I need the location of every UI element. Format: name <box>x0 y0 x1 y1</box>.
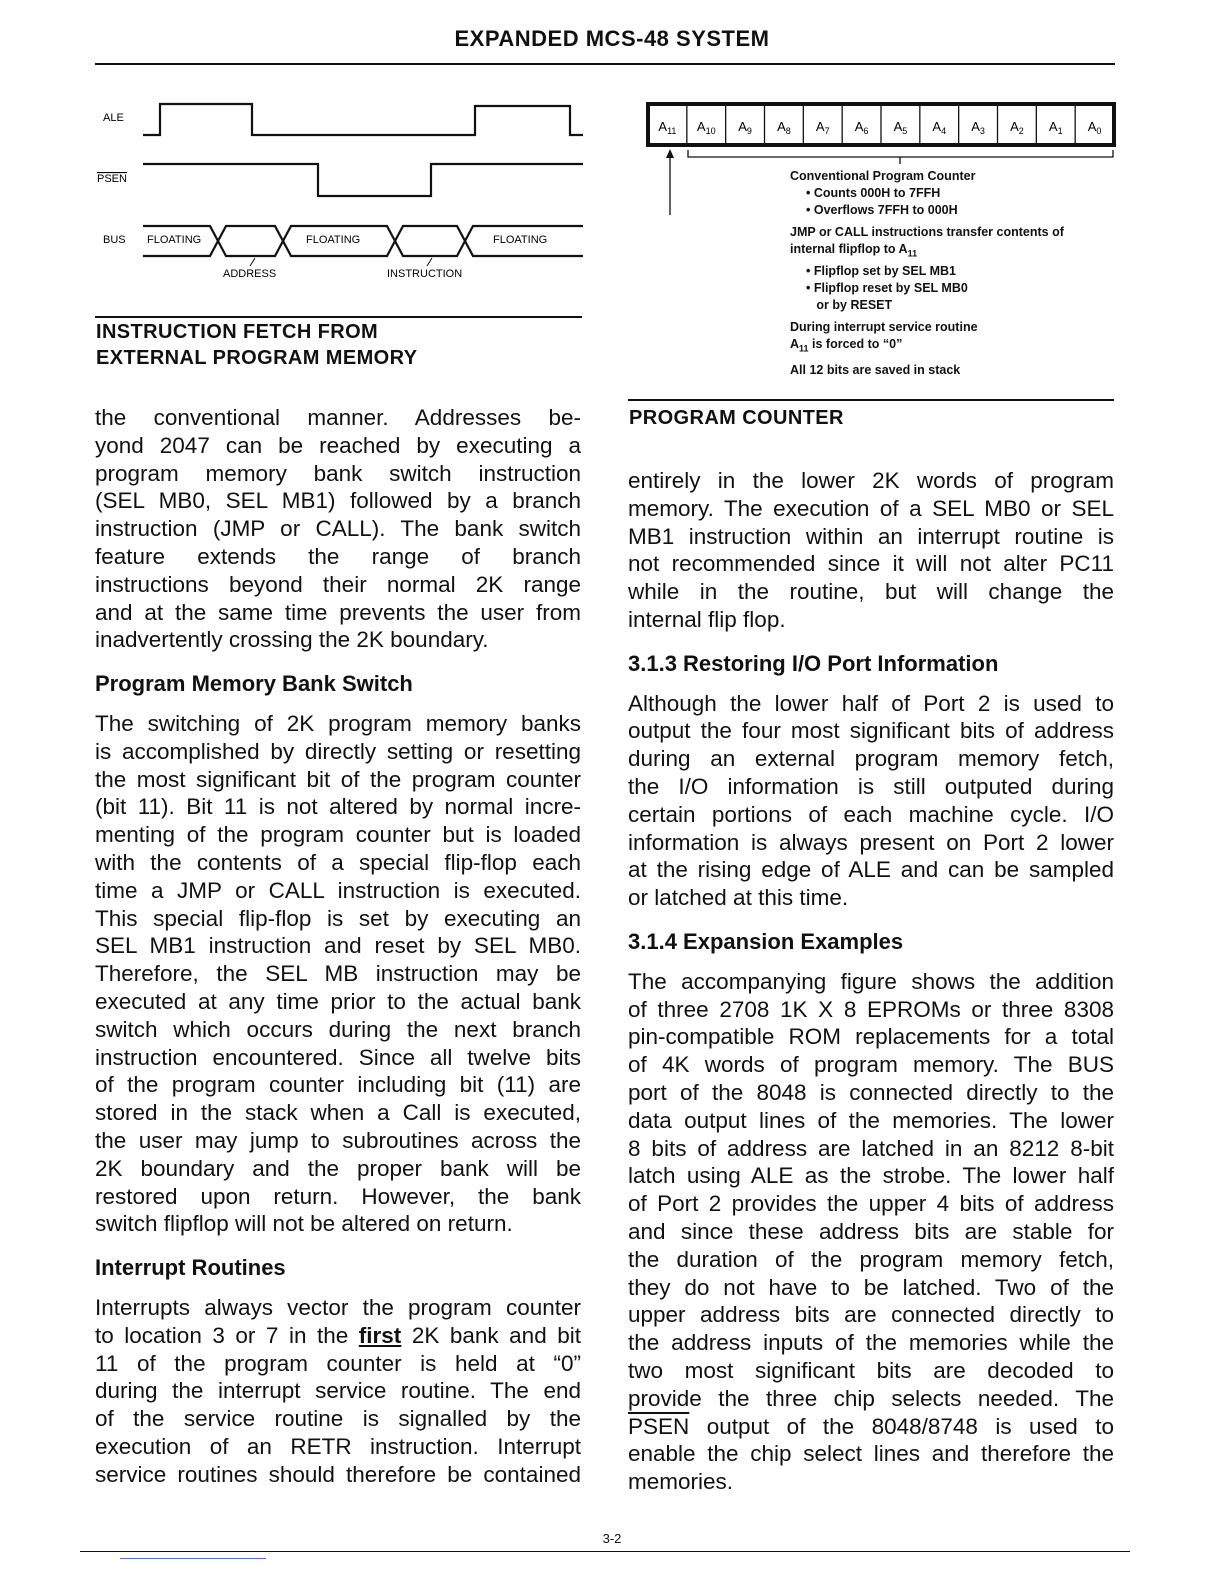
section-heading: Interrupt Routines <box>95 1255 286 1281</box>
text-line: they do not have to be latched. Two of the <box>628 1274 1114 1300</box>
text-line: instruction (JMP or CALL). The bank switch <box>95 516 581 542</box>
footer-rule <box>80 1551 1130 1552</box>
text-line: and since these address bits are stable for <box>628 1218 1114 1244</box>
psen-waveform <box>143 164 583 196</box>
section-heading: 3.1.4 Expansion Examples <box>628 928 904 954</box>
text-line: inadvertently crossing the 2K boundary. <box>95 627 489 653</box>
text-line: the I/O information is still outputed during <box>628 773 1114 799</box>
paragraph <box>95 404 581 654</box>
text-line: internal flip flop. <box>628 606 786 632</box>
text-line: of the service routine is signalled by the <box>95 1406 581 1432</box>
text-line: information is always present on Port 2 lower <box>628 829 1114 855</box>
footer-accent-rule <box>120 1558 266 1559</box>
timing-figure-caption <box>96 319 417 371</box>
paragraph <box>95 1294 581 1489</box>
section-heading: 3.1.3 Restoring I/O Port Information <box>628 650 999 676</box>
text-line: The switching of 2K program memory banks <box>95 710 581 736</box>
timing-diagram <box>90 90 590 290</box>
bit-cell-a11: $A_{11}$ <box>658 119 677 136</box>
text-line: pin-compatible ROM replacements for a total <box>628 1024 1114 1050</box>
header-rule <box>95 63 1115 65</box>
text-line: (bit 11). Bit 11 is not altered by normal incre- <box>95 794 581 820</box>
text-line: latch using ALE as the strobe. The lower half <box>628 1163 1114 1189</box>
text-line: the conventional manner. Addresses be- <box>95 405 581 430</box>
bus-state-floating-2: FLOATING <box>306 234 361 246</box>
text-line: the user may jump to subroutines across the <box>95 1127 581 1153</box>
text-line: restored upon return. However, the bank <box>95 1183 581 1209</box>
program-counter-notes <box>790 168 1064 379</box>
bit-cell-a9: $A_9$ <box>738 119 752 136</box>
text-line: Interrupts always vector the program counter <box>95 1294 581 1320</box>
paragraph <box>628 467 1114 634</box>
ale-waveform <box>143 104 583 135</box>
text-line: memories. <box>628 1469 734 1495</box>
bus-label-address: ADDRESS <box>223 268 277 280</box>
bit-cell-a7: $A_7$ <box>815 119 830 136</box>
signal-label-bus: BUS <box>103 234 126 246</box>
a11-arrow <box>670 154 765 215</box>
text-line: The accompanying figure shows the addition <box>628 968 1114 994</box>
signal-label-ale: ALE <box>103 112 124 124</box>
text-line: enable the chip select lines and therefore the <box>628 1441 1114 1467</box>
text-line: 8 bits of address are latched in an 8212 8-bit <box>628 1135 1114 1161</box>
paragraph <box>628 968 1114 1496</box>
pc-note: Conventional Program Counter <box>790 169 976 183</box>
text-line: feature extends the range of branch <box>95 543 581 569</box>
signal-label-psen: PSEN <box>97 173 127 185</box>
text-line: switch which occurs during the next branch <box>95 1016 581 1042</box>
text-line: not recommended since it will not alter PC11 <box>628 551 1114 577</box>
caption-line: EXTERNAL PROGRAM MEMORY <box>96 347 418 369</box>
text-line: program memory bank switch instruction <box>95 460 581 486</box>
right-column <box>628 467 1114 1496</box>
text-line: with the contents of a special flip-flop each <box>95 849 581 875</box>
text-line: 2K boundary and the proper bank will be <box>95 1155 581 1181</box>
text-line: This special flip-flop is set by executing an <box>95 905 581 931</box>
pc-note: or by RESET <box>806 297 893 312</box>
text-line: the address inputs of the memories while the <box>628 1330 1114 1356</box>
text-line: instruction encountered. Since all twelve bits <box>95 1044 581 1070</box>
caption-line: INSTRUCTION FETCH FROM <box>96 321 379 343</box>
text-line: at the rising edge of ALE and can be sampled <box>628 857 1114 883</box>
pc-note: • Overflows 7FFH to 000H <box>806 203 958 217</box>
bit-cell-a10: $A_{10}$ <box>696 119 716 136</box>
text-line: memory. The execution of a SEL MB0 or SEL <box>628 495 1114 521</box>
text-line: stored in the stack when a Call is executed, <box>95 1100 581 1126</box>
bus-label-instruction: INSTRUCTION <box>387 268 463 280</box>
text-line: and at the same time prevents the user from <box>95 599 581 625</box>
bit-cell-a8: $A_8$ <box>777 119 791 136</box>
bit-cell-a3: $A_3$ <box>971 119 985 136</box>
text-line: two most significant bits are decoded to <box>628 1357 1114 1383</box>
text-line: to location 3 or 7 in the first 2K bank and bit <box>95 1322 581 1348</box>
page-header: EXPANDED MCS-48 SYSTEM <box>454 26 770 51</box>
figure-caption-rule <box>95 316 582 318</box>
text-line: switch flipflop will not be altered on return. <box>95 1211 513 1237</box>
bit-cell-a6: $A_6$ <box>854 119 869 136</box>
text-line: during the interrupt service routine. The end <box>95 1378 581 1404</box>
text-line: of the program counter including bit (11) are <box>95 1072 581 1098</box>
bit-cell-a4: $A_4$ <box>932 119 947 136</box>
bit-cell-a2: $A_2$ <box>1010 119 1024 136</box>
text-line: of three 2708 1K X 8 EPROMs or three 8308 <box>628 996 1114 1022</box>
bit-cell-a1: $A_1$ <box>1048 119 1063 136</box>
text-line: entirely in the lower 2K words of program <box>628 468 1114 493</box>
pc-figure-caption: PROGRAM COUNTER <box>629 407 844 429</box>
page-number: 3-2 <box>602 1531 622 1546</box>
text-line: MB1 instruction within an interrupt routine is <box>628 523 1114 549</box>
text-line: 11 of the program counter is held at “0” <box>95 1350 581 1376</box>
text-line: of Port 2 provides the upper 4 bits of address <box>628 1191 1114 1217</box>
pc-note: • Counts 000H to 7FFH <box>806 186 941 200</box>
text-line: executed at any time prior to the actual bank <box>95 988 581 1014</box>
text-line: the most significant bit of the program counter <box>95 766 581 792</box>
text-line: is accomplished by directly setting or resetting <box>95 738 581 764</box>
overlined-signal: PSEN <box>628 1413 690 1439</box>
bit-cell-a5: $A_5$ <box>893 119 908 136</box>
text-line: certain portions of each machine cycle. I/O <box>628 801 1114 827</box>
text-line: provide the three chip selects needed. The <box>628 1385 1114 1411</box>
text-line: menting of the program counter but is loaded <box>95 822 581 848</box>
text-line: during an external program memory fetch, <box>628 746 1114 772</box>
text-line: Therefore, the SEL MB instruction may be <box>95 961 581 987</box>
text-line: port of the 8048 is connected directly to the <box>628 1079 1114 1105</box>
emphasis: first <box>358 1322 402 1348</box>
text-line: Although the lower half of Port 2 is used to <box>628 690 1114 716</box>
paragraph <box>628 690 1114 912</box>
pc-note: $A_{11}$ is forced to “0” <box>790 336 903 353</box>
text-line: or latched at this time. <box>628 885 849 911</box>
text-line: PSEN output of the 8048/8748 is used to <box>628 1413 1114 1439</box>
text-line: SEL MB1 instruction and reset by SEL MB0. <box>95 933 581 959</box>
text-line: of 4K words of program memory. The BUS <box>628 1052 1114 1078</box>
pc-note: internal flipflop to $A_{11}$ <box>790 242 918 259</box>
text-line: output the four most significant bits of address <box>628 718 1114 744</box>
pc-note: JMP or CALL instructions transfer contents of <box>790 225 1064 239</box>
paragraph <box>95 710 581 1238</box>
text-line: (SEL MB0, SEL MB1) followed by a branch <box>95 488 581 514</box>
pc-note: All 12 bits are saved in stack <box>790 363 961 377</box>
bus-waveform <box>143 226 583 266</box>
text-line: time a JMP or CALL instruction is executed. <box>95 877 581 903</box>
text-line: the duration of the program memory fetch, <box>628 1246 1114 1272</box>
text-line: service routines should therefore be contained <box>95 1461 581 1487</box>
pc-note: • Flipflop set by SEL MB1 <box>806 263 956 278</box>
bit-cell-a0: $A_0$ <box>1087 119 1102 136</box>
figure-caption-rule <box>628 399 1114 401</box>
section-heading: Program Memory Bank Switch <box>95 671 413 697</box>
text-line: upper address bits are connected directly to <box>628 1302 1114 1328</box>
bus-state-floating-1: FLOATING <box>147 234 202 246</box>
text-line: execution of an RETR instruction. Interrupt <box>95 1433 581 1459</box>
text-line: data output lines of the memories. The lower <box>628 1107 1114 1133</box>
left-column <box>95 404 581 1488</box>
text-line: while in the routine, but will change the <box>628 579 1114 605</box>
pc-note: • Flipflop reset by SEL MB0 <box>806 280 968 295</box>
text-line: instructions beyond their normal 2K range <box>95 571 581 597</box>
bus-state-floating-3: FLOATING <box>493 234 548 246</box>
pc-note: During interrupt service routine <box>790 319 978 334</box>
text-line: yond 2047 can be reached by executing a <box>95 432 581 458</box>
